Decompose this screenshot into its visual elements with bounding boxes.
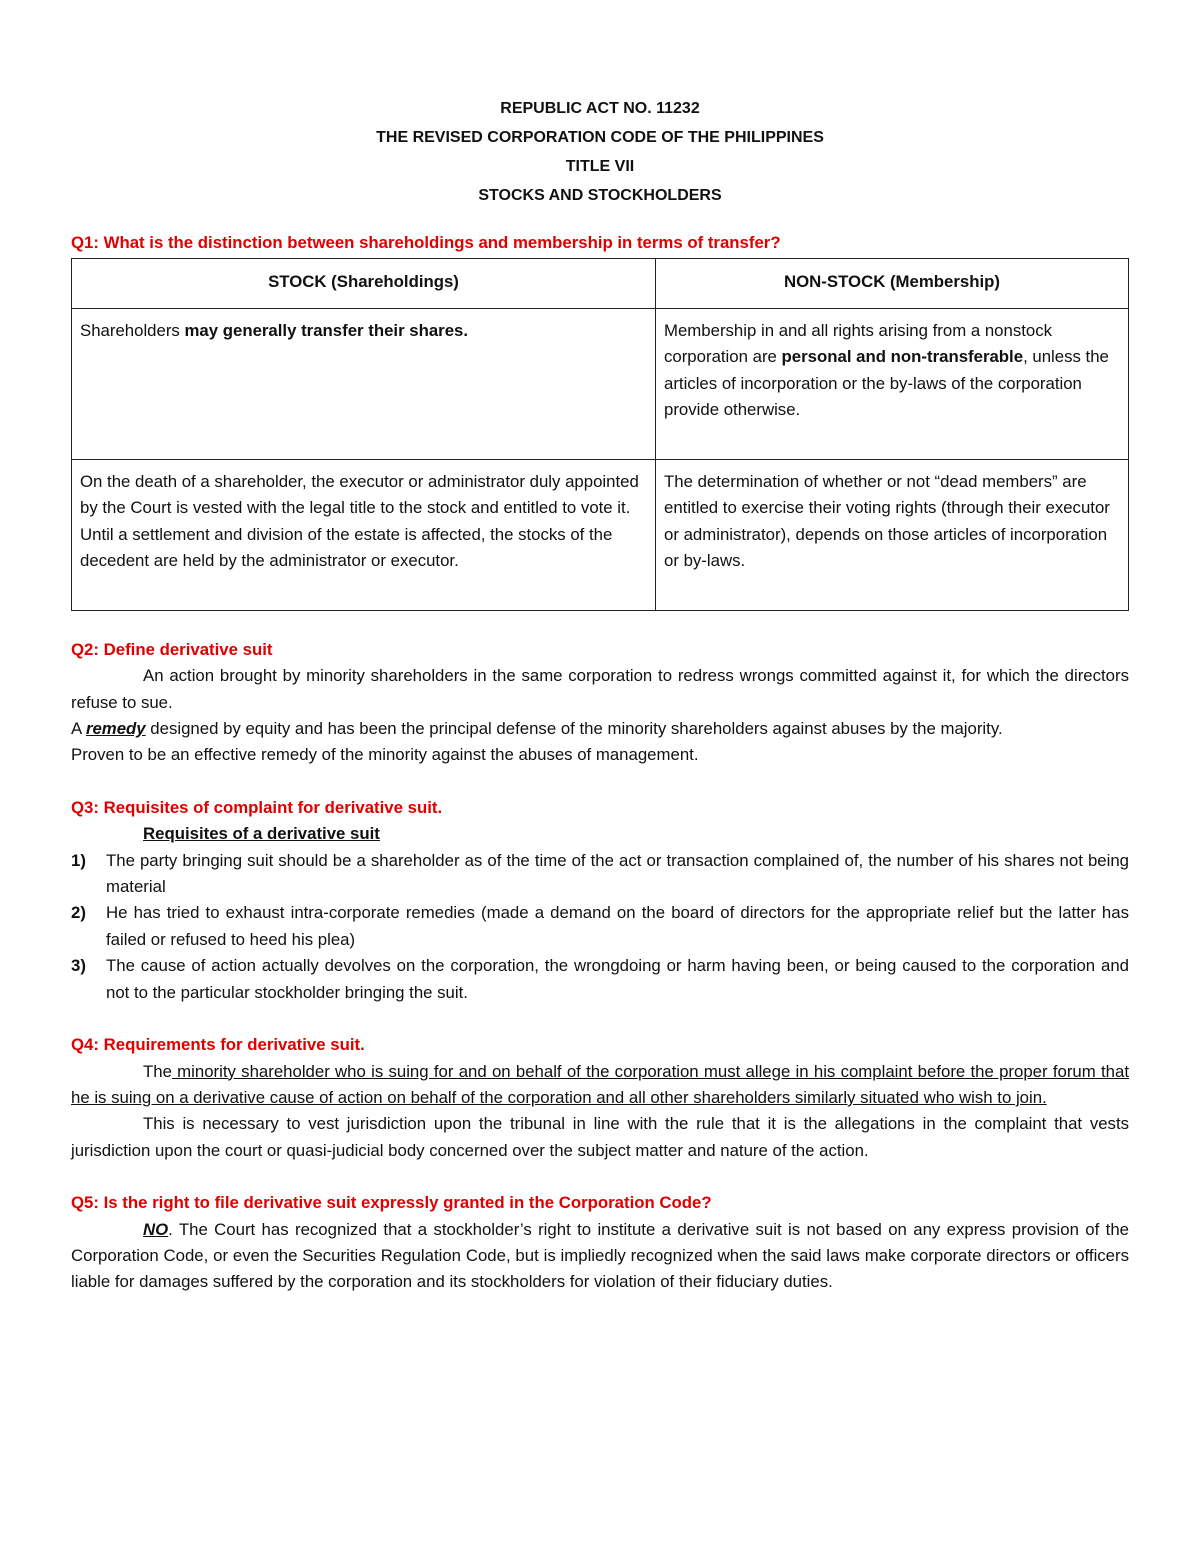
q4-heading: Q4: Requirements for derivative suit.: [71, 1035, 365, 1055]
q2-heading: Q2: Define derivative suit: [71, 639, 273, 659]
cell-text-bold: may generally transfer their shares.: [184, 320, 469, 340]
emphasis-text: remedy: [85, 719, 146, 739]
paragraph-text: The: [143, 1061, 172, 1081]
q4-paragraph: This is necessary to vest jurisdiction upon the tribunal in line with the rule that it is the allegations in the complaint that vests jurisdiction upon the court or quasi-judicial body concerned over the subject matter and nature of the action.: [71, 1114, 1129, 1160]
q3-heading: Q3: Requisites of complaint for derivative suit.: [71, 797, 443, 817]
list-item-text: The party bringing suit should be a shareholder as of the time of the act or transaction complained of, the number of his shares not being material: [106, 850, 1129, 897]
q2-paragraph: Proven to be an effective remedy of the minority against the abuses of management.: [71, 745, 699, 765]
q2-paragraph: [71, 716, 1129, 742]
title-code-name: THE REVISED CORPORATION CODE OF THE PHILIPPINES: [376, 129, 824, 146]
paragraph-text: designed by equity and has been the principal defense of the minority shareholders against abuses by the majority.: [145, 719, 1003, 739]
q5-paragraph: [71, 1217, 1129, 1296]
paragraph-text: . The Court has recognized that a stockholder’s right to institute a derivative suit is not based on any express provision of the Corporation Code, or even the Securities Regulation Code, but is impliedly recognized when the said laws make corporate directors or officers liable for damages suffered by the corporation and its stockholders for violation of their fiduciary duties.: [71, 1219, 1129, 1292]
list-item: [71, 953, 1129, 1006]
q4-paragraph: [71, 1059, 1129, 1112]
list-number: 3): [71, 956, 86, 976]
table-cell: The determination of whether or not “dead members” are entitled to exercise their voting rights (through their executor or administrator), depends on those articles of incorporation or by-laws.: [656, 459, 1129, 610]
column-header-stock: STOCK (Shareholdings): [72, 259, 656, 308]
list-number: 1): [71, 850, 86, 870]
column-header-nonstock: NON-STOCK (Membership): [656, 259, 1129, 308]
cell-text: Membership in and all rights arising from a nonstock corporation are: [664, 320, 1053, 367]
comparison-table: [71, 258, 1129, 610]
answer-emphasis: NO: [143, 1219, 169, 1239]
q2-paragraph: An action brought by minority shareholders in the same corporation to redress wrongs committed against it, for which the directors refuse to sue.: [71, 666, 1129, 712]
table-header-row: [72, 259, 1129, 308]
underlined-text: minority shareholder who is suing for and on behalf of the corporation must allege in his complaint before the proper forum that he is suing on a derivative cause of action on behalf of the corporation and all other shareholders similarly situated who wish to join.: [71, 1061, 1129, 1107]
cell-text-bold: personal and non-transferable: [781, 347, 1024, 367]
table-cell: On the death of a shareholder, the executor or administrator duly appointed by the Court is vested with the legal title to the stock and entitled to vote it. Until a settlement and division of the estate is affected, the stocks of the decedent are held by the administrator or executor.: [72, 459, 656, 610]
document-content: [71, 94, 1129, 1296]
table-cell: [656, 308, 1129, 459]
title-act-number: REPUBLIC ACT NO. 11232: [500, 100, 700, 117]
list-item-text: He has tried to exhaust intra-corporate remedies (made a demand on the board of directors for the appropriate relief but the latter has failed or refused to heed his plea): [106, 903, 1129, 949]
q5-heading: Q5: Is the right to file derivative suit expressly granted in the Corporation Code?: [71, 1193, 712, 1213]
cell-text: , unless the articles of incorporation or the by-laws of the corporation provide otherwise.: [664, 347, 1109, 420]
q1-heading: Q1: What is the distinction between shareholdings and membership in terms of transfer?: [71, 233, 781, 252]
document-title-block: [71, 94, 1129, 210]
title-title-number: TITLE VII: [565, 158, 635, 175]
list-item: [71, 848, 1129, 901]
table-row: [72, 459, 1129, 610]
requisites-list: [71, 848, 1129, 1006]
list-number: 2): [71, 903, 86, 923]
q3-subheading: Requisites of a derivative suit: [143, 824, 380, 844]
paragraph-text: A: [71, 719, 86, 739]
table-row: [72, 308, 1129, 459]
list-item: [71, 900, 1129, 953]
title-topic: STOCKS AND STOCKHOLDERS: [478, 187, 722, 204]
cell-text: Shareholders: [80, 320, 185, 340]
table-cell: [72, 308, 656, 459]
list-item-text: The cause of action actually devolves on the corporation, the wrongdoing or harm having been, or being caused to the corporation and not to the particular stockholder bringing the suit.: [106, 956, 1129, 1002]
